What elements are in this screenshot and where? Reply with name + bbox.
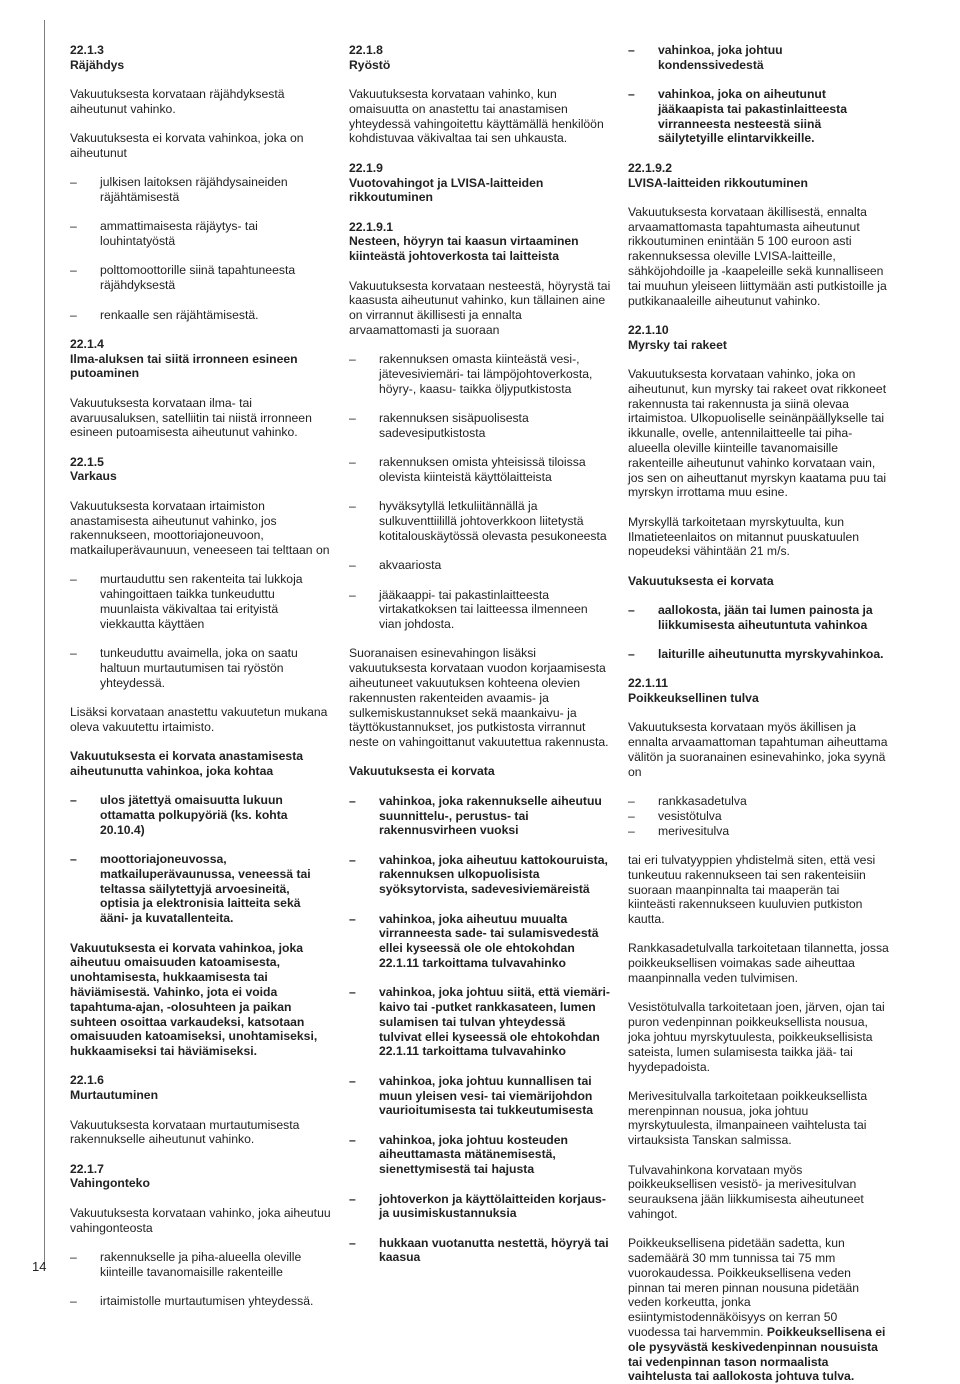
list-item: – vahinkoa, joka johtuu siitä, että viemärikaivo tai -putket rankkasateen, lumen sulamisen tai tulvan yhteydessä tulvivat ellei kyseessä ole ehtokohdan 22.1.11 tarkoittama tulvavahinko: [349, 985, 611, 1059]
section-22-1-4-title: Ilma-aluksen tai siitä irronneen esineen putoaminen: [70, 351, 298, 381]
list-item: – vesistötulva: [628, 809, 890, 824]
paragraph: Vesistötulvalla tarkoitetaan joen, järven, ojan tai puron vedenpinnan poikkeuksellista nousua, joka johtuu myrskytuulesta, poikkeuksellisista sateista, lumen sulamisesta taikka jää- tai hyydepadoista.: [628, 1000, 885, 1074]
page-number: 14: [32, 1259, 47, 1274]
list-item: – rakennukselle ja piha-alueella oleville kiinteille tavanomaisille rakenteille: [70, 1250, 332, 1280]
column-1: [70, 43, 332, 1309]
paragraph: tai eri tulvatyyppien yhdistelmä siten, että vesi tunkeutuu rakennukseen tai sen rakenteisiin suoraan maanpinnalta tai maaperän tai kiinteästi rakennukseen kuuluvien putkiston kautta.: [628, 852, 876, 927]
list-item: – vahinkoa, joka johtuu kondenssivedestä: [628, 43, 890, 73]
margin-rule: [44, 20, 45, 1265]
list-item: – moottoriajoneuvossa, matkailuperävaunussa, veneessä tai teltassa säilytettyjä arvoesineitä, optisia ja elektronisia laitteita sekä ääni- ja kuvatallenteita.: [70, 852, 332, 926]
paragraph: Vakuutuksesta korvataan äkillisestä, ennalta arvaamattomasta tapahtumasta aiheutunut rikkoutuminen enintään 5 100 euroon asti rakennuksessa oleville LVISA-laitteille, sähköjohdoille ja -kaapeleille sekä kunnalliseen tai muuhun yleiseen liittymään asti putkistoille ja putkikanaaleille aiheutunut vahinko.: [628, 204, 887, 308]
list-item: – vahinkoa, joka johtuu kunnallisen tai muun yleisen vesi- tai viemärijohdon vaurioitumisesta tai tukkeutumisesta: [349, 1074, 611, 1118]
list-item: – ammattimaisesta räjäytys- tai louhintatyöstä: [70, 219, 332, 249]
section-22-1-9-title: Vuotovahingot ja LVISA-laitteiden rikkoutuminen: [349, 175, 544, 205]
paragraph: Merivesitulvalla tarkoitetaan poikkeuksellista merenpinnan nousua, joka johtuu myrskytuulesta, ilmanpaineen vaihtelusta tai virtauksista Tanskan salmissa.: [628, 1088, 868, 1148]
dash-list-bold: [349, 794, 611, 1265]
section-22-1-9-1-title: Nesteen, höyryn tai kaasun virtaaminen kiinteästä johtoverkosta tai laitteista: [349, 234, 579, 264]
dash-list-bold: [70, 793, 332, 926]
section-22-1-5-number: 22.1.5: [70, 454, 104, 469]
paragraph-bold: Vakuutuksesta ei korvata: [628, 573, 774, 588]
paragraph: [628, 1236, 890, 1384]
list-item: – murtauduttu sen rakenteita tai lukkoja vahingoittaen taikka tunkeuduttu muunlaista väkivaltaa tai erityistä viekkautta käyttäen: [70, 572, 332, 631]
list-item: – irtaimistolle murtautumisen yhteydessä.: [70, 1294, 332, 1309]
paragraph-bold: Vakuutuksesta ei korvata vahinkoa, joka aiheutuu omaisuuden katoamisesta, unohtamisesta, hukkaamisesta tai häviämisestä. Vahinko, jota ei voida tapahtuma-ajan, -olosuhteen ja paikan suhteen osoittaa varkaudeksi, katsotaan omaisuuden katoamiseksi, unohtamiseksi, hukkaamiseksi tai häviämiseksi.: [70, 940, 318, 1059]
paragraph-bold: Vakuutuksesta ei korvata: [349, 764, 495, 779]
list-item: – vahinkoa, joka rakennukselle aiheutuu suunnittelu-, perustus- tai rakennusvirheen vuoksi: [349, 794, 611, 838]
paragraph: Vakuutuksesta korvataan myös äkillisen ja ennalta arvaamattoman tapahtuman aiheuttama välitön ja suoranainen esinevahinko, joka syynä on: [628, 720, 888, 779]
list-item: – vahinkoa, joka johtuu kosteuden aiheuttamasta mätänemisestä, sienettymisestä tai hajusta: [349, 1133, 611, 1177]
paragraph: Vakuutuksesta korvataan vahinko, kun omaisuutta on anastettu tai anastamisen yhteydessä vahingoitettu käyttämällä henkilöön kohdistuvaa väkivaltaa tai sen uhkausta.: [349, 87, 604, 146]
paragraph: Vakuutuksesta korvataan murtautumisesta rakennukselle aiheutunut vahinko.: [70, 1117, 300, 1147]
list-item: – hyväksytyllä letkuliitännällä ja sulkuventtiilillä johtoverkkoon liitetystä kotitalouskäytössä olevasta pesukoneesta: [349, 499, 611, 543]
paragraph: Vakuutuksesta korvataan vahinko, joka on aiheutunut, kun myrsky tai rakeet ovat rikkoneet rakennusta tai rakennusta ja siinä olevaa irtaimistoa. Ulkopuoliselle seinänpäällykselle tai ikkunalle, ovelle, antennilaitteelle tai pihaalueella oleville kiinteille tavanomaisille rakenteille aiheutunut vahinko korvataan vain, jos sen on aiheuttanut myrskyn kaatama puu tai myrskyn irrottama muu esine.: [628, 367, 887, 500]
list-item: – merivesitulva: [628, 824, 890, 839]
list-item: – ulos jätettyä omaisuutta lukuun ottamatta polkupyöriä (ks. kohta 20.10.4): [70, 793, 332, 837]
list-item: – johtoverkon ja käyttölaitteiden korjaus- ja uusimiskustannuksia: [349, 1192, 611, 1222]
list-item: – julkisen laitoksen räjähdysaineiden räjähtämisestä: [70, 175, 332, 205]
column-3: [628, 43, 890, 1384]
paragraph: Vakuutuksesta korvataan irtaimiston anastamisesta aiheutunut vahinko, jos rakennukseen, moottoriajoneuvoon, matkailuperävaunuun, veneeseen tai telttaan on: [70, 498, 330, 558]
paragraph: Vakuutuksesta korvataan vahinko, joka aiheutuu vahingonteosta: [70, 1205, 331, 1235]
section-22-1-11-number: 22.1.11: [628, 676, 668, 691]
section-22-1-9-number: 22.1.9: [349, 160, 383, 175]
dash-list-bold: [628, 603, 890, 662]
section-22-1-8-number: 22.1.8: [349, 43, 383, 57]
section-22-1-6-title: Murtautuminen: [70, 1088, 159, 1103]
section-22-1-6-number: 22.1.6: [70, 1073, 104, 1088]
list-item: – rakennuksen omista yhteisissä tiloissa olevista kiinteistä käyttölaitteista: [349, 455, 611, 485]
paragraph: Myrskyllä tarkoitetaan myrskytuulta, kun Ilmatieteenlaitos on mitannut puuskatuulen nopeudeksi vähintään 21 m/s.: [628, 514, 860, 559]
list-item: – tunkeuduttu avaimella, joka on saatu haltuun murtautumisen tai ryöstön yhteydessä.: [70, 646, 332, 690]
dash-list: [70, 1250, 332, 1309]
paragraph: Vakuutuksesta korvataan räjähdyksestä aiheutunut vahinko.: [70, 87, 285, 116]
dash-list: [349, 352, 611, 632]
list-item: – rakennuksen sisäpuolisesta sadevesiputkistosta: [349, 411, 611, 441]
paragraph-text: Poikkeuksellisena pidetään sadetta, kun sademäärä 30 mm tunnissa tai 75 mm vuorokaudessa. Poikkeuksellisena veden pinnan tai meren pinnan nousuna pidetään veden korkeutta, jonka esiintymistodennäköisyys on kerran 50 vuodessa tai harvemmin.: [628, 1236, 860, 1339]
section-22-1-10-title: Myrsky tai rakeet: [628, 337, 727, 352]
section-22-1-4-number: 22.1.4: [70, 336, 104, 351]
section-22-1-9-2-number: 22.1.9.2: [628, 160, 673, 175]
section-22-1-5-title: Varkaus: [70, 469, 117, 484]
paragraph: Vakuutuksesta korvataan ilma- tai avaruusaluksen, satelliitin tai niistä irronneen esineen putoamisesta aiheutunut vahinko.: [70, 395, 312, 440]
list-item: – laiturille aiheutunutta myrskyvahinkoa.: [628, 647, 890, 662]
column-2: [349, 43, 611, 1265]
list-item: – rankkasadetulva: [628, 794, 890, 809]
paragraph: Vakuutuksesta ei korvata vahinkoa, joka on aiheutunut: [70, 131, 304, 160]
list-item: – rakennuksen omasta kiinteästä vesi-, jätevesiviemäri- tai lämpöjohtoverkosta, höyry-, kaasu- taikka öljyputkistosta: [349, 352, 611, 396]
paragraph: Tulvavahinkona korvataan myös poikkeuksellisen vesistö- ja merivesitulvan seurauksena jään liikkumisesta aiheutuneet vahingot.: [628, 1162, 864, 1221]
list-item: – hukkaan vuotanutta nestettä, höyryä tai kaasua: [349, 1236, 611, 1266]
section-22-1-7-number: 22.1.7: [70, 1161, 104, 1176]
list-item: – vahinkoa, joka aiheutuu muualta virranneesta sade- tai sulamisvedestä ellei kyseessä ole ole ehtokohdan 22.1.11 tarkoittama tulvavahinko: [349, 912, 611, 971]
list-item: – aallokosta, jään tai lumen painosta ja liikkumisesta aiheutuntuta vahinkoa: [628, 603, 890, 633]
dash-list: [70, 175, 332, 322]
paragraph-bold: Vakuutuksesta ei korvata anastamisesta aiheutunutta vahinkoa, joka kohtaa: [70, 749, 304, 778]
paragraph-bold-text: Poikkeuksellisena ei ole pysyvästä keskivedenpinnan nousuista tai vedenpinnan tason normaalista vaihtelusta tai aallokosta johtuva tulva.: [628, 1324, 886, 1384]
paragraph: Rankkasadetulvalla tarkoitetaan tilannetta, jossa poikkeuksellisen voimakas sade aiheuttaa maanpinnalla veden tulvimisen.: [628, 941, 889, 986]
dash-list: [70, 572, 332, 690]
section-22-1-9-1-number: 22.1.9.1: [349, 219, 394, 234]
dash-list: [628, 794, 890, 838]
section-22-1-3-title: Räjähdys: [70, 57, 125, 72]
list-item: – vahinkoa, joka on aiheutunut jääkaapista tai pakastinlaitteesta virranneesta nesteestä siinä säilytetyille elintarvikkeille.: [628, 87, 890, 146]
paragraph: Vakuutuksesta korvataan nesteestä, höyrystä tai kaasusta aiheutunut vahinko, kun tällainen aine on virrannut äkillisesti ja ennalta arvaamattomasti ja suoraan: [349, 278, 611, 337]
paragraph: Lisäksi korvataan anastettu vakuutetun mukana oleva vakuutettu irtaimisto.: [70, 705, 328, 734]
section-22-1-3-number: 22.1.3: [70, 43, 104, 57]
section-22-1-8-title: Ryöstö: [349, 57, 391, 72]
list-item: – akvaariosta: [349, 558, 611, 573]
list-item: – vahinkoa, joka aiheutuu kattokouruista, rakennuksen ulkopuolisista syöksytorvista, sadevesiviemäreistä: [349, 853, 611, 897]
list-item: – renkaalle sen räjähtämisestä.: [70, 308, 332, 323]
list-item: – jääkaappi- tai pakastinlaitteesta virtakatkoksen tai laitteessa ilmenneen vian johdosta.: [349, 588, 611, 632]
dash-list-bold: [628, 43, 890, 146]
section-22-1-11-title: Poikkeuksellinen tulva: [628, 691, 759, 706]
list-item: – polttomoottorille siinä tapahtuneesta räjähdyksestä: [70, 263, 332, 293]
paragraph: Suoranaisen esinevahingon lisäksi vakuutuksesta korvataan vuodon korjaamisesta aiheutuneet vakuutuksen kohteena olevien rakennusten rakenteiden avaamis- ja sulkemiskustannukset sekä maankaivu- ja täyttökustannukset, jos putkistosta virrannut neste on vahingoittanut vakuutettua rakennusta.: [349, 646, 609, 750]
section-22-1-10-number: 22.1.10: [628, 322, 669, 337]
section-22-1-7-title: Vahingonteko: [70, 1176, 150, 1191]
section-22-1-9-2-title: LVISA-laitteiden rikkoutuminen: [628, 175, 808, 190]
